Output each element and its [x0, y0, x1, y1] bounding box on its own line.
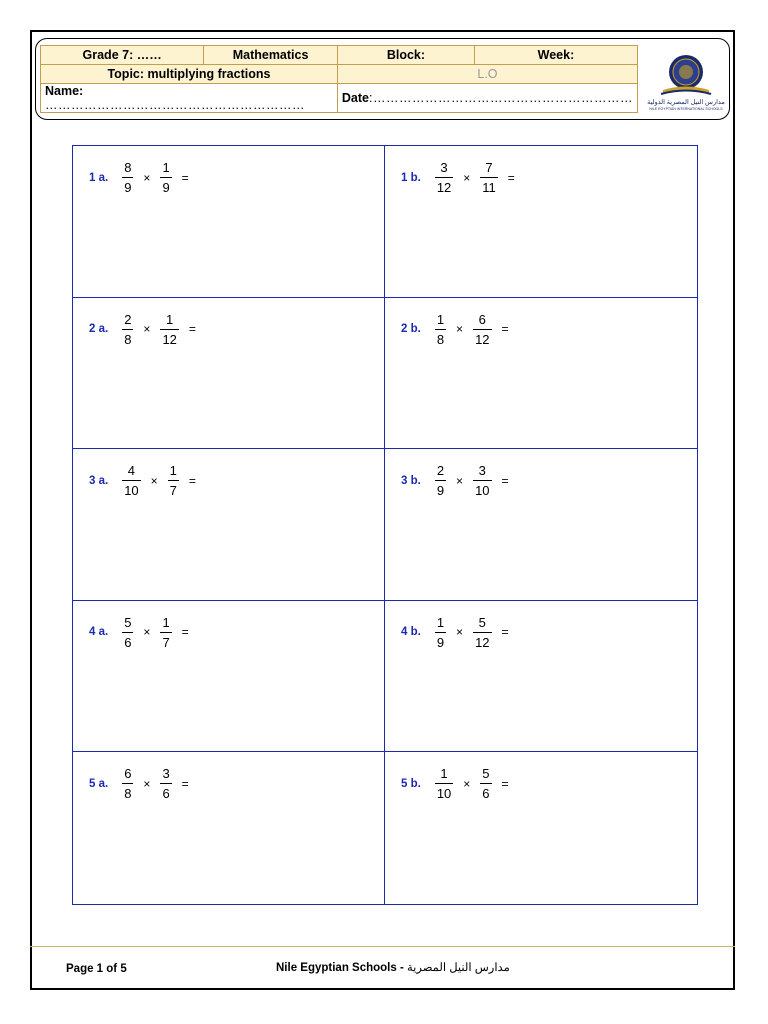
numerator: 5	[478, 614, 486, 630]
fraction-1	[435, 766, 453, 801]
times-sign: ×	[463, 170, 471, 185]
fraction-2	[473, 463, 491, 498]
fraction-bar	[122, 177, 133, 178]
fraction-1	[435, 160, 453, 195]
fraction-bar	[435, 480, 446, 481]
fraction-2	[160, 766, 171, 801]
school-name-en: Nile Egyptian Schools -	[276, 962, 407, 974]
problem-grid	[72, 145, 698, 905]
header-table	[40, 45, 638, 113]
equals-sign: =	[507, 170, 515, 185]
times-sign: ×	[456, 322, 464, 337]
fraction-2	[160, 615, 171, 650]
denominator: 7	[169, 483, 177, 499]
numerator: 6	[124, 766, 132, 782]
denominator: 12	[475, 331, 490, 347]
fraction-bar	[122, 480, 140, 481]
date-field[interactable]	[337, 84, 637, 113]
fraction-bar	[473, 329, 491, 330]
fraction-bar	[160, 632, 171, 633]
fraction-2	[168, 463, 179, 498]
numerator: 3	[162, 766, 170, 782]
block-cell: Block:	[337, 46, 474, 65]
equals-sign: =	[501, 776, 509, 791]
numerator: 3	[478, 463, 486, 479]
denominator: 10	[124, 483, 139, 499]
denominator: 6	[482, 786, 490, 802]
denominator: 12	[162, 331, 177, 347]
problem-label: 1 a.	[89, 171, 109, 184]
denominator: 12	[436, 180, 452, 195]
fraction-1	[122, 615, 133, 650]
name-field[interactable]	[41, 84, 338, 113]
fraction-bar	[480, 783, 491, 784]
numerator: 3	[440, 160, 448, 175]
topic-cell: Topic: multiplying fractions	[41, 65, 338, 84]
fraction-2	[160, 312, 178, 347]
problem-cell[interactable]	[73, 298, 385, 450]
numerator: 5	[124, 614, 132, 630]
name-label: Name:	[45, 84, 84, 98]
problem-cell[interactable]	[73, 449, 385, 601]
denominator: 10	[436, 786, 452, 802]
fraction-bar	[168, 480, 179, 481]
fraction-bar	[435, 783, 453, 784]
times-sign: ×	[463, 776, 471, 791]
numerator: 2	[124, 311, 132, 327]
times-sign: ×	[143, 170, 151, 185]
problem-cell[interactable]	[73, 601, 385, 753]
problem-cell[interactable]	[385, 601, 697, 753]
numerator: 1	[169, 463, 177, 479]
times-sign: ×	[143, 776, 151, 791]
subject-cell: Mathematics	[204, 46, 338, 65]
logo-arabic: مدارس النيل المصرية الدولية	[647, 99, 725, 106]
numerator: 1	[436, 614, 445, 630]
problem-cell[interactable]	[73, 752, 385, 904]
problem-label: 4 b.	[401, 626, 421, 639]
name-dots: ……………………………………………………	[45, 98, 305, 112]
problem-label: 3 a.	[89, 474, 109, 487]
fraction-2	[473, 615, 491, 650]
problem-expression	[401, 615, 515, 650]
problem-expression	[89, 312, 202, 347]
problem-cell[interactable]	[385, 298, 697, 450]
fraction-1	[435, 615, 446, 650]
numerator: 6	[478, 311, 486, 327]
denominator: 10	[475, 483, 490, 499]
fraction-bar	[160, 177, 171, 178]
problem-label: 2 a.	[89, 323, 109, 336]
problem-expression	[89, 766, 195, 801]
problem-expression	[401, 463, 515, 498]
fraction-bar	[480, 177, 498, 178]
numerator: 1	[166, 311, 174, 327]
fraction-2	[473, 312, 491, 347]
numerator: 1	[440, 766, 448, 782]
denominator: 9	[162, 180, 170, 195]
date-label: Date	[341, 91, 369, 105]
week-cell: Week:	[474, 46, 637, 65]
times-sign: ×	[456, 473, 464, 488]
denominator: 6	[124, 634, 132, 650]
fraction-bar	[435, 329, 446, 330]
problem-label: 4 a.	[89, 626, 109, 639]
fraction-1	[122, 312, 133, 347]
equals-sign: =	[181, 625, 189, 640]
numerator: 1	[436, 311, 445, 327]
times-sign: ×	[456, 625, 464, 640]
fraction-bar	[122, 632, 133, 633]
equals-sign: =	[501, 322, 509, 337]
problem-expression	[401, 160, 521, 195]
numerator: 4	[127, 463, 136, 479]
problem-label: 2 b.	[401, 323, 421, 336]
denominator: 9	[124, 180, 132, 195]
denominator: 8	[124, 331, 132, 347]
logo-caption	[641, 99, 731, 113]
problem-label: 5 a.	[89, 777, 109, 790]
numerator: 1	[162, 614, 170, 630]
denominator: 12	[475, 634, 490, 650]
fraction-bar	[160, 783, 171, 784]
fraction-2	[480, 766, 491, 801]
problem-cell[interactable]	[73, 146, 385, 298]
fraction-1	[122, 766, 133, 801]
times-sign: ×	[150, 473, 158, 488]
denominator: 8	[124, 786, 132, 802]
denominator: 9	[436, 634, 445, 650]
numerator: 1	[162, 160, 170, 175]
school-name-ar: مدارس النيل المصرية	[407, 962, 510, 974]
problem-label: 1 b.	[401, 171, 421, 184]
times-sign: ×	[143, 625, 151, 640]
fraction-bar	[435, 177, 453, 178]
fraction-2	[160, 160, 171, 195]
problem-expression	[89, 160, 195, 195]
grade-cell: Grade 7: ……	[41, 46, 204, 65]
fraction-bar	[473, 480, 491, 481]
equals-sign: =	[188, 473, 196, 488]
fraction-bar	[160, 329, 178, 330]
logo-english: NILE EGYPTIAN INTERNATIONAL SCHOOLS	[649, 107, 723, 111]
denominator: 6	[162, 786, 170, 802]
numerator: 7	[485, 160, 493, 175]
problem-cell[interactable]	[385, 752, 697, 904]
denominator: 9	[436, 483, 445, 499]
fraction-1	[435, 312, 446, 347]
problem-label: 5 b.	[401, 777, 421, 790]
page-number: Page 1 of 5	[66, 963, 127, 975]
denominator: 8	[436, 331, 445, 347]
date-dots: :……………………………………………………	[369, 91, 633, 105]
problem-expression	[89, 615, 195, 650]
fraction-2	[480, 160, 498, 195]
problem-expression	[89, 463, 202, 498]
denominator: 11	[482, 180, 496, 195]
problem-expression	[401, 766, 515, 801]
numerator: 2	[436, 463, 445, 479]
school-name	[276, 960, 510, 974]
fraction-1	[122, 160, 133, 195]
fraction-1	[122, 463, 140, 498]
equals-sign: =	[188, 322, 196, 337]
numerator: 5	[482, 766, 490, 782]
learning-objective-cell: L.O	[337, 65, 637, 84]
denominator: 7	[162, 634, 170, 650]
fraction-bar	[122, 783, 133, 784]
problem-cell[interactable]	[385, 449, 697, 601]
problem-cell[interactable]	[385, 146, 697, 298]
fraction-bar	[473, 632, 491, 633]
equals-sign: =	[181, 170, 189, 185]
equals-sign: =	[501, 625, 509, 640]
problem-label: 3 b.	[401, 474, 421, 487]
problem-expression	[401, 312, 515, 347]
fraction-bar	[435, 632, 446, 633]
equals-sign: =	[501, 473, 509, 488]
fraction-1	[435, 463, 446, 498]
times-sign: ×	[143, 322, 151, 337]
equals-sign: =	[181, 776, 189, 791]
footer-divider	[30, 946, 735, 947]
fraction-bar	[122, 329, 133, 330]
numerator: 8	[124, 160, 132, 175]
